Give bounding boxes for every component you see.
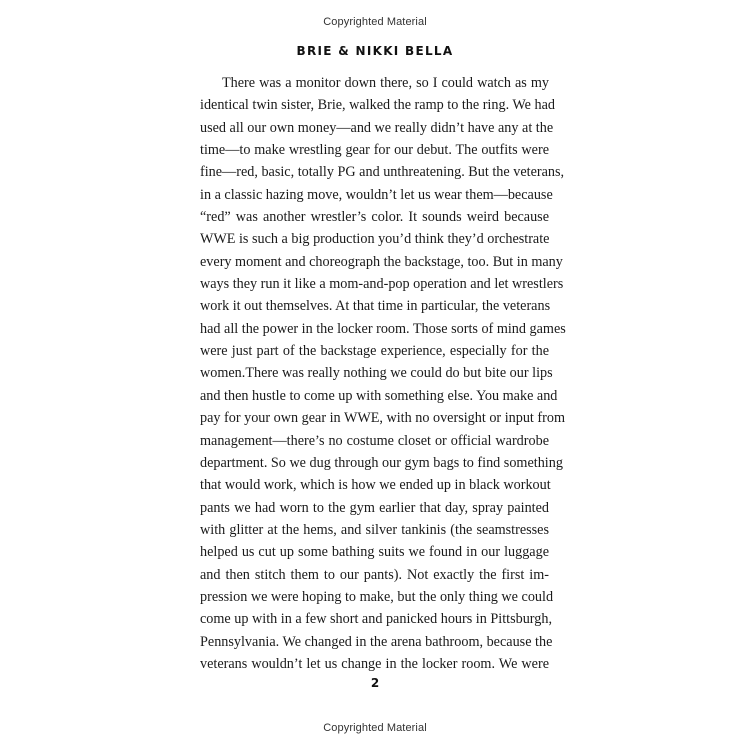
- copyright-watermark-top: Copyrighted Material: [323, 16, 427, 28]
- text-line: had all the power in the locker room. Those sorts of mind games: [200, 320, 566, 337]
- text-line: pay for your own gear in WWE, with no oversight or input from: [200, 410, 565, 427]
- text-line: identical twin sister, Brie, walked the ramp to the ring. We had: [200, 97, 555, 114]
- text-line: helped us cut up some bathing suits we found in our luggage: [200, 544, 549, 561]
- text-line: ways they run it like a mom-and-pop operation and let wrestlers: [200, 276, 564, 293]
- text-line: veterans wouldn’t let us change in the locker room. We were: [200, 655, 549, 672]
- text-line: were just part of the backstage experience, especially for the: [200, 343, 549, 360]
- text-line: with glitter at the hems, and silver tankinis (the seamstresses: [200, 521, 549, 538]
- page-number: 2: [370, 676, 380, 690]
- text-line: There was a monitor down there, so I could watch as my: [222, 75, 549, 91]
- text-line: work it out themselves. At that time in particular, the veterans: [200, 298, 551, 315]
- text-line: pression we were hoping to make, but the only thing we could: [200, 588, 554, 605]
- text-line: and then hustle to come up with something else. You make and: [200, 387, 558, 404]
- text-line: department. So we dug through our gym bags to find something: [200, 454, 563, 471]
- text-line: pants we had worn to the gym earlier that day, spray painted: [200, 499, 549, 516]
- text-line: Pennsylvania. We changed in the arena bathroom, because the: [200, 633, 553, 650]
- body-text: [200, 72, 566, 675]
- text-line: that would work, which is how we ended up in black workout: [200, 477, 551, 494]
- text-line: in a classic hazing move, wouldn’t let us wear them—because: [200, 186, 553, 203]
- text-line: time—to make wrestling gear for our debut. The outfits were: [200, 142, 549, 159]
- copyright-watermark-bottom: Copyrighted Material: [323, 722, 427, 734]
- text-line: “red” was another wrestler’s color. It sounds weird because: [200, 209, 549, 226]
- text-line: fine—red, basic, totally PG and unthreatening. But the veterans,: [200, 164, 565, 181]
- text-line: women.There was really nothing we could do but bite our lips: [200, 365, 553, 382]
- running-head: BRIE & NIKKI BELLA: [296, 44, 454, 58]
- text-line: WWE is such a big production you’d think they’d orchestrate: [200, 231, 550, 248]
- text-line: and then stitch them to our pants). Not exactly the first im-: [200, 566, 549, 583]
- text-line: management—there’s no costume closet or official wardrobe: [200, 432, 549, 449]
- text-line: every moment and choreograph the backstage, too. But in many: [200, 253, 563, 270]
- text-line: used all our own money—and we really didn’t have any at the: [200, 119, 554, 136]
- text-line: come up with in a few short and panicked hours in Pittsburgh,: [200, 611, 553, 628]
